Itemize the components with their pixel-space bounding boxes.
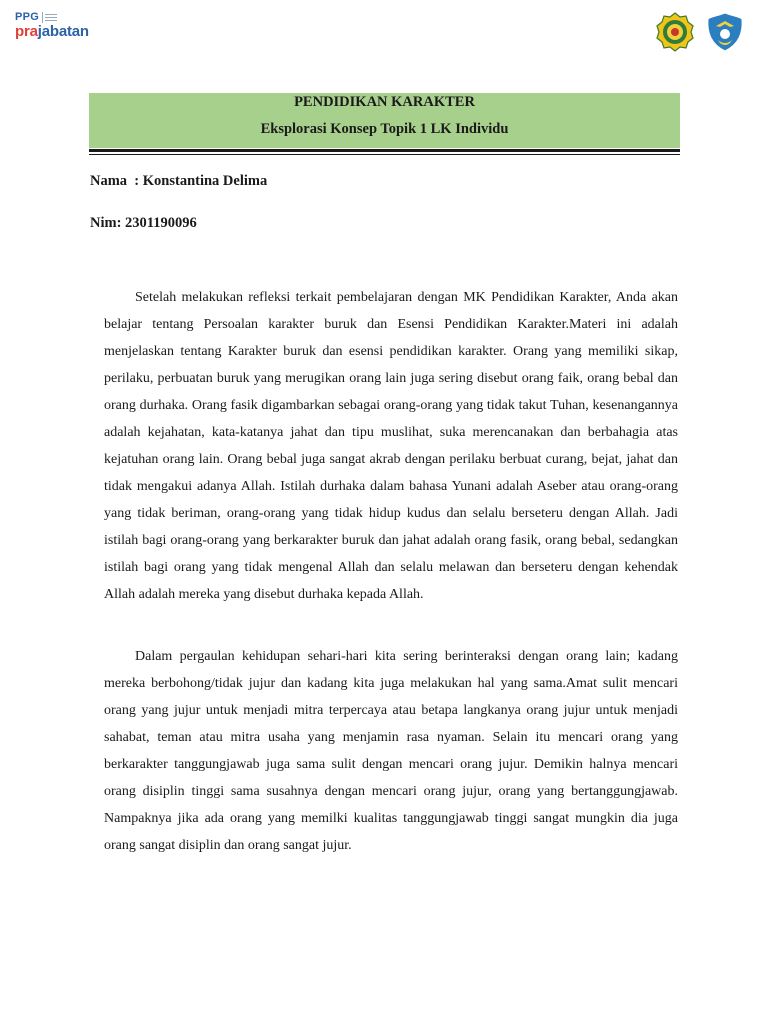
tut-wuri-handayani-icon xyxy=(706,12,744,52)
document-subtitle: Eksplorasi Konsep Topik 1 LK Individu xyxy=(260,121,509,137)
title-divider-thick xyxy=(89,149,680,152)
logo-ppg-text: PPG xyxy=(15,11,40,23)
document-title-box xyxy=(89,93,680,148)
document-title: PENDIDIKAN KARAKTER xyxy=(294,94,475,110)
student-nim: Nim: 2301190096 xyxy=(90,215,197,231)
logo-prajabatan-text: prajabatan xyxy=(15,23,89,40)
student-name: Nama : Konstantina Delima xyxy=(90,173,268,189)
logo-ppg-subtext-lines xyxy=(42,12,61,23)
body-paragraph-1: Setelah melakukan refleksi terkait pembelajaran dengan MK Pendidikan Karakter, Anda akan belajar tentang Persoalan karakter buruk dan Esensi Pendidikan Karakter.Materi ini adalah menjelaskan tentang Karakter buruk dan esensi pendidikan karakter. Orang yang memiliki sikap, perilaku, perbuatan buruk yang merugikan orang lain juga sering disebut orang faik, orang bebal dan orang durhaka. Orang fasik digambarkan sebagai orang-orang yang tidak takut Tuhan, kesenangannya adalah kejahatan, kata-katanya jahat dan tipu muslihat, suka merencanakan dan berbahagia atas kejatuhan orang lain. Orang bebal juga sangat akrab dengan perilaku berbuat curang, bejat, jahat dan tidak mengakui adanya Allah. Istilah durhaka dalam bahasa Yunani adalah Aseber atau orang-orang yang tidak beriman, orang-orang yang tidak hidup kudus dan selalu berseteru dengan Allah. Jadi istilah bagi orang-orang yang berkarakter buruk dan jahat adalah orang fasik, orang bebal, sedangkan istilah bagi orang yang tidak mengenal Allah dan selalu melawan dan berseteru dengan kehendak Allah adalah mereka yang disebut durhaka kepada Allah. xyxy=(104,290,678,602)
ppg-prajabatan-logo xyxy=(15,11,95,41)
university-seal-icon xyxy=(655,12,695,52)
body-paragraph-2: Dalam pergaulan kehidupan sehari-hari kita sering berinteraksi dengan orang lain; kadang mereka berbohong/tidak jujur dan kadang kita juga melakukan hal yang sama.Amat sulit mencari orang yang jujur untuk menjadi mitra terpercaya atau betapa langkanya orang jujur untuk menjadi sahabat, teman atau mitra usaha yang menjamin rasa nyaman. Selain itu mencari orang yang berkarakter tanggungjawab juga sama sulit dengan mencari orang jujur. Demikin halnya mencari orang disiplin tinggi sama susahnya dengan mencari orang jujur, orang yang bertanggungjawab. Nampaknya jika ada orang yang memilki kualitas tanggungjawab tinggi sangat mungkin dia juga orang sangat disiplin dan orang sangat jujur. xyxy=(104,649,678,853)
title-divider-thin xyxy=(89,154,680,155)
